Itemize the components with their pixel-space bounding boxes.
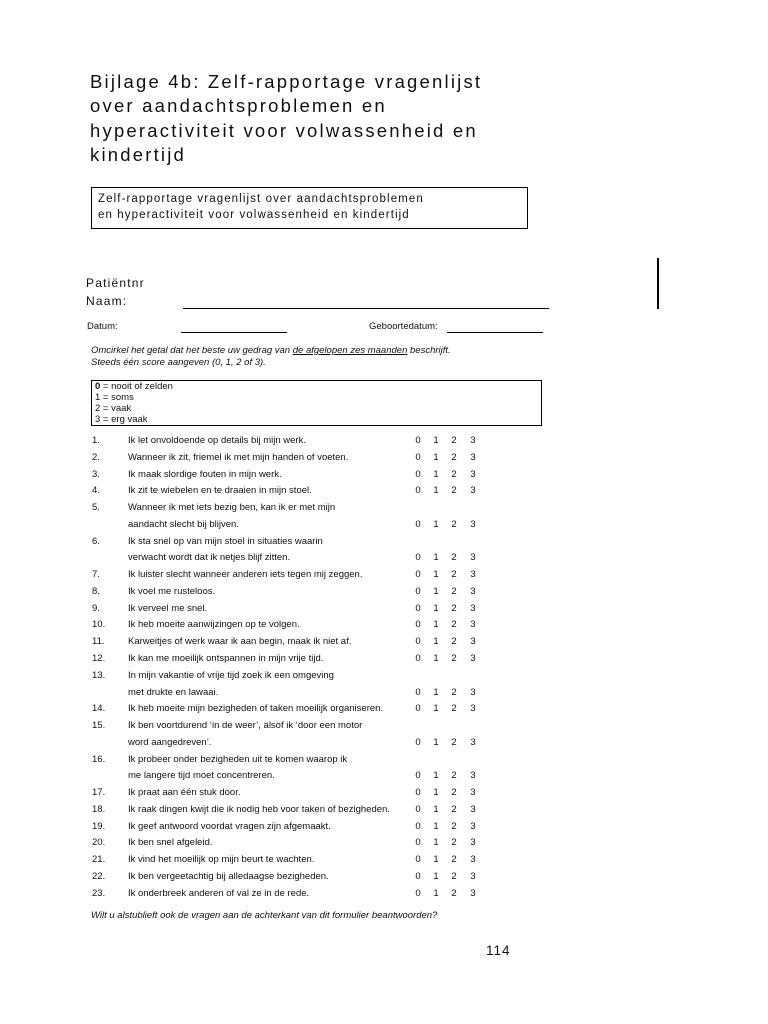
question-text: Ik vind het moeilijk op mijn beurt te wachten. xyxy=(128,854,315,866)
score-option-1[interactable]: 1 xyxy=(433,871,439,883)
question-text: Ik probeer onder bezigheden uit te komen waarop ik xyxy=(128,753,348,765)
score-option-1[interactable]: 1 xyxy=(433,653,439,664)
score-option-1[interactable]: 1 xyxy=(433,770,439,782)
questionnaire-title-box xyxy=(91,187,528,229)
score-option-0[interactable]: 0 xyxy=(415,435,421,446)
question-number: 11. xyxy=(92,636,105,648)
score-option-2[interactable]: 2 xyxy=(451,871,457,883)
score-option-3[interactable]: 3 xyxy=(470,787,476,799)
score-option-3[interactable]: 3 xyxy=(470,736,476,748)
score-option-0[interactable]: 0 xyxy=(415,887,421,899)
question-number: 2. xyxy=(92,451,100,463)
question-text: me langere tijd moet concentreren. xyxy=(128,770,275,782)
score-option-2[interactable]: 2 xyxy=(451,837,457,849)
legend-item: 1 = soms xyxy=(95,392,134,403)
naam-field[interactable] xyxy=(183,308,549,309)
question-number: 3. xyxy=(92,468,100,480)
question-text: Ik luister slecht wanneer anderen iets tegen mij zeggen. xyxy=(128,569,363,581)
question-number: 14. xyxy=(92,703,106,715)
datum-label: Datum: xyxy=(87,321,118,332)
question-text: Karweitjes of werk waar ik aan begin, maak ik niet af. xyxy=(128,636,352,648)
score-option-1[interactable]: 1 xyxy=(433,435,439,446)
score-option-1[interactable]: 1 xyxy=(433,636,439,648)
score-option-3[interactable]: 3 xyxy=(470,854,476,866)
question-number: 17. xyxy=(92,787,106,799)
score-option-3[interactable]: 3 xyxy=(470,451,476,463)
score-option-0[interactable]: 0 xyxy=(415,552,421,564)
score-option-0[interactable]: 0 xyxy=(415,871,421,883)
score-option-2[interactable]: 2 xyxy=(451,803,457,815)
score-option-0[interactable]: 0 xyxy=(415,451,421,463)
score-option-3[interactable]: 3 xyxy=(470,871,476,883)
score-option-3[interactable]: 3 xyxy=(470,803,476,815)
score-legend xyxy=(91,380,542,426)
naam-label: Naam: xyxy=(86,294,128,308)
score-option-1[interactable]: 1 xyxy=(433,854,439,866)
score-option-3[interactable]: 3 xyxy=(470,820,476,832)
question-text: Ik verveel me snel. xyxy=(128,602,208,614)
score-option-0[interactable]: 0 xyxy=(415,770,421,782)
score-option-0[interactable]: 0 xyxy=(415,787,421,799)
geboortedatum-field[interactable] xyxy=(447,332,543,333)
score-option-3[interactable]: 3 xyxy=(470,518,476,530)
score-option-2[interactable]: 2 xyxy=(451,636,457,648)
score-option-0[interactable]: 0 xyxy=(415,736,421,748)
question-number: 7. xyxy=(92,569,100,581)
question-text: Ik onderbreek anderen of val ze in de rede. xyxy=(128,887,310,899)
score-option-3[interactable]: 3 xyxy=(470,686,476,698)
score-option-1[interactable]: 1 xyxy=(433,887,439,899)
question-number: 13. xyxy=(92,669,106,681)
footer-note: Wilt u alstublieft ook de vragen aan de achterkant van dit formulier beantwoorden? xyxy=(91,910,438,921)
score-option-2[interactable]: 2 xyxy=(451,854,457,866)
question-text: Ik let onvoldoende op details bij mijn werk. xyxy=(128,435,306,446)
score-option-0[interactable]: 0 xyxy=(415,686,421,698)
score-option-0[interactable]: 0 xyxy=(415,803,421,815)
score-option-1[interactable]: 1 xyxy=(433,468,439,480)
question-number: 19. xyxy=(92,820,106,832)
page-title xyxy=(90,70,530,167)
score-option-3[interactable]: 3 xyxy=(470,552,476,564)
score-option-1[interactable]: 1 xyxy=(433,569,439,581)
score-option-2[interactable]: 2 xyxy=(451,686,457,698)
score-option-1[interactable]: 1 xyxy=(433,451,439,463)
question-number: 4. xyxy=(92,485,100,497)
score-option-0[interactable]: 0 xyxy=(415,585,421,597)
score-option-0[interactable]: 0 xyxy=(415,518,421,530)
score-option-1[interactable]: 1 xyxy=(433,485,439,497)
question-number: 9. xyxy=(92,602,100,614)
score-option-1[interactable]: 1 xyxy=(433,703,439,715)
score-option-2[interactable]: 2 xyxy=(451,619,457,631)
score-option-0[interactable]: 0 xyxy=(415,468,421,480)
question-number: 16. xyxy=(92,753,106,765)
score-option-3[interactable]: 3 xyxy=(470,703,476,715)
title-line: kindertijd xyxy=(90,143,187,165)
score-option-2[interactable]: 2 xyxy=(451,703,457,715)
score-option-1[interactable]: 1 xyxy=(433,820,439,832)
score-option-2[interactable]: 2 xyxy=(451,569,457,581)
question-text: Ik sta snel op van mijn stoel in situaties waarin xyxy=(128,535,323,547)
score-option-0[interactable]: 0 xyxy=(415,854,421,866)
score-option-0[interactable]: 0 xyxy=(415,636,421,648)
score-option-2[interactable]: 2 xyxy=(451,770,457,782)
question-number: 6. xyxy=(92,535,100,547)
score-option-3[interactable]: 3 xyxy=(470,468,476,480)
question-number: 1. xyxy=(92,435,100,446)
question-text: Ik heb moeite mijn bezigheden of taken moeilijk organiseren. xyxy=(128,703,384,715)
legend-item: 0 = nooit of zelden xyxy=(95,381,173,392)
score-option-0[interactable]: 0 xyxy=(415,820,421,832)
score-option-1[interactable]: 1 xyxy=(433,602,439,614)
score-option-1[interactable]: 1 xyxy=(433,518,439,530)
score-option-2[interactable]: 2 xyxy=(451,820,457,832)
score-option-3[interactable]: 3 xyxy=(470,837,476,849)
legend-item: 3 = erg vaak xyxy=(95,414,148,425)
question-number: 12. xyxy=(92,653,106,664)
geboortedatum-label: Geboortedatum: xyxy=(369,321,438,332)
score-option-3[interactable]: 3 xyxy=(470,485,476,497)
question-number: 22. xyxy=(92,871,106,883)
question-number: 21. xyxy=(92,854,106,866)
question-text: Ik ben vergeetachtig bij alledaagse bezigheden. xyxy=(128,871,329,883)
score-option-1[interactable]: 1 xyxy=(433,585,439,597)
score-option-3[interactable]: 3 xyxy=(470,653,476,664)
instruction-text xyxy=(91,345,451,369)
question-text: aandacht slecht bij blijven. xyxy=(128,518,239,530)
score-option-1[interactable]: 1 xyxy=(433,837,439,849)
question-text: Ik ben voortdurend ‘in de weer’, alsof ik ‘door een motor xyxy=(128,720,363,732)
score-option-3[interactable]: 3 xyxy=(470,619,476,631)
score-option-1[interactable]: 1 xyxy=(433,803,439,815)
title-line: hyperactiviteit voor volwassenheid en xyxy=(90,119,478,141)
score-option-3[interactable]: 3 xyxy=(470,435,476,446)
box-line: en hyperactiviteit voor volwassenheid en kindertijd xyxy=(98,209,410,221)
score-option-3[interactable]: 3 xyxy=(470,770,476,782)
score-option-2[interactable]: 2 xyxy=(451,468,457,480)
score-option-1[interactable]: 1 xyxy=(433,787,439,799)
score-option-0[interactable]: 0 xyxy=(415,569,421,581)
question-text: Ik ben snel afgeleid. xyxy=(128,837,213,849)
score-option-2[interactable]: 2 xyxy=(451,552,457,564)
score-option-3[interactable]: 3 xyxy=(470,569,476,581)
question-number: 15. xyxy=(92,720,106,732)
question-text: Ik praat aan één stuk door. xyxy=(128,787,241,799)
question-text: Ik maak slordige fouten in mijn werk. xyxy=(128,468,282,480)
legend-item: 2 = vaak xyxy=(95,403,132,414)
score-option-0[interactable]: 0 xyxy=(415,837,421,849)
question-text: Ik heb moeite aanwijzingen op te volgen. xyxy=(128,619,300,631)
score-option-1[interactable]: 1 xyxy=(433,736,439,748)
score-option-3[interactable]: 3 xyxy=(470,585,476,597)
score-option-2[interactable]: 2 xyxy=(451,435,457,446)
score-option-2[interactable]: 2 xyxy=(451,485,457,497)
question-text: met drukte en lawaai. xyxy=(128,686,219,698)
score-option-1[interactable]: 1 xyxy=(433,552,439,564)
question-number: 23. xyxy=(92,887,106,899)
margin-bar xyxy=(657,258,659,309)
score-option-2[interactable]: 2 xyxy=(451,787,457,799)
score-option-1[interactable]: 1 xyxy=(433,686,439,698)
title-line: Bijlage 4b: Zelf-rapportage vragenlijst xyxy=(90,71,483,92)
question-number: 8. xyxy=(92,585,100,597)
question-number: 5. xyxy=(92,502,100,514)
question-text: Wanneer ik zit, friemel ik met mijn handen of voeten. xyxy=(128,451,349,463)
score-option-0[interactable]: 0 xyxy=(415,703,421,715)
score-option-3[interactable]: 3 xyxy=(470,602,476,614)
score-option-0[interactable]: 0 xyxy=(415,619,421,631)
question-text: Ik geef antwoord voordat vragen zijn afgemaakt. xyxy=(128,820,331,832)
question-text: verwacht wordt dat ik netjes blijf zitten. xyxy=(128,552,291,564)
question-text: Ik raak dingen kwijt die ik nodig heb voor taken of bezigheden. xyxy=(128,803,390,815)
score-option-2[interactable]: 2 xyxy=(451,736,457,748)
score-option-2[interactable]: 2 xyxy=(451,653,457,664)
question-text: In mijn vakantie of vrije tijd zoek ik een omgeving xyxy=(128,669,334,681)
score-option-3[interactable]: 3 xyxy=(470,636,476,648)
question-number: 18. xyxy=(92,803,106,815)
score-option-1[interactable]: 1 xyxy=(433,619,439,631)
question-number: 20. xyxy=(92,837,106,849)
score-option-0[interactable]: 0 xyxy=(415,485,421,497)
page-number: 114 xyxy=(486,943,511,958)
title-line: over aandachtsproblemen en xyxy=(90,95,387,117)
score-option-3[interactable]: 3 xyxy=(470,887,476,899)
question-text: Ik voel me rusteloos. xyxy=(128,585,216,597)
score-option-2[interactable]: 2 xyxy=(451,451,457,463)
datum-field[interactable] xyxy=(181,332,287,333)
score-option-0[interactable]: 0 xyxy=(415,602,421,614)
score-option-2[interactable]: 2 xyxy=(451,602,457,614)
score-option-2[interactable]: 2 xyxy=(451,887,457,899)
box-line: Zelf-rapportage vragenlijst over aandachtsproblemen xyxy=(98,193,424,205)
instruction-line-2: Steeds één score aangeven (0, 1, 2 of 3). xyxy=(91,357,266,368)
score-option-2[interactable]: 2 xyxy=(451,518,457,530)
question-number: 10. xyxy=(92,619,106,631)
patientnr-label: Patiëntnr xyxy=(86,276,145,290)
instruction-line-1: Omcirkel het getal dat het beste uw gedrag van de afgelopen zes maanden beschrijft. xyxy=(91,345,451,356)
question-text: Ik kan me moeilijk ontspannen in mijn vrije tijd. xyxy=(128,653,324,664)
question-text: Wanneer ik met iets bezig ben, kan ik er met mijn xyxy=(128,502,336,514)
question-text: Ik zit te wiebelen en te draaien in mijn stoel. xyxy=(128,485,312,497)
score-option-2[interactable]: 2 xyxy=(451,585,457,597)
score-option-0[interactable]: 0 xyxy=(415,653,421,664)
question-text: word aangedreven’. xyxy=(128,736,212,748)
